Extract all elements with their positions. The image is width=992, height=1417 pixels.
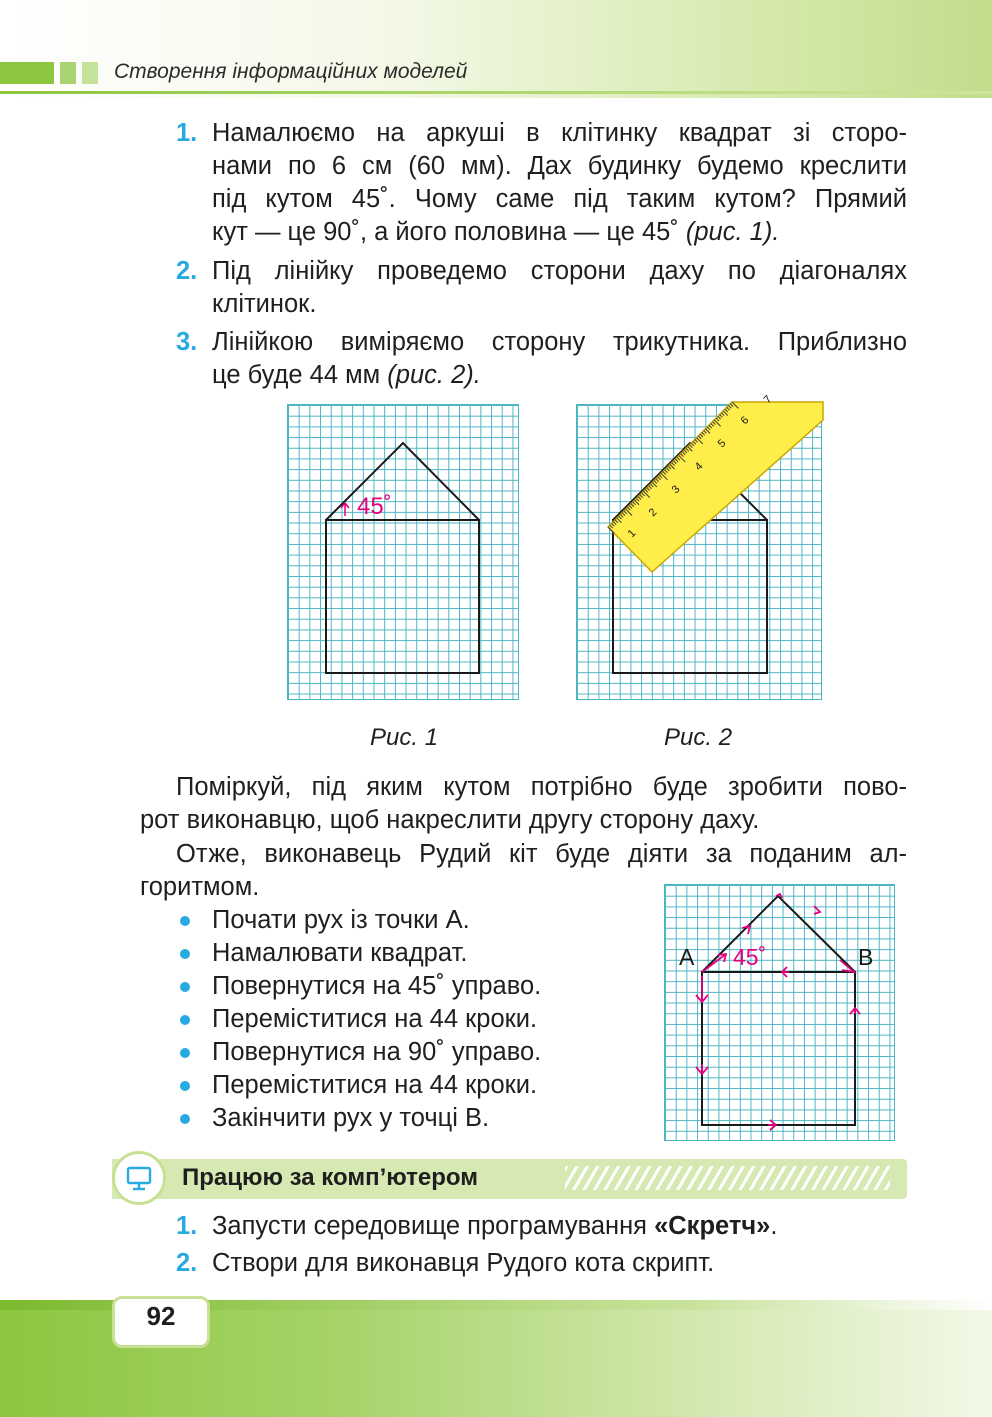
list-item: Повернутися на 45˚ управо. (212, 972, 542, 1000)
ruler-tick-label: 1 (625, 527, 639, 541)
list-item: Намалювати квадрат. (212, 939, 468, 967)
path-arrows (696, 894, 860, 1130)
point-a-label: A (679, 944, 695, 970)
figure-reference: (рис. 2). (380, 361, 481, 389)
step-number: 1. (176, 119, 198, 147)
figure-2-house (576, 393, 822, 700)
page-header-title: Створення інформаційних моделей (114, 60, 468, 83)
step-1-line: під кутом 45˚. Чому саме під таким кутом? Прямий (212, 185, 907, 213)
figure-reference: (рис. 1). (678, 218, 780, 246)
ruler-tick-label: 3 (669, 483, 683, 497)
paragraph-line: Отже, виконавець Рудий кіт буде діяти за поданим ал- (176, 840, 907, 868)
program-name: «Скретч» (654, 1212, 771, 1240)
arrow-down-icon (696, 976, 708, 1002)
ruler-body (608, 402, 823, 572)
step-3-line: Лінійкою виміряємо сторону трикутника. Приблизно (212, 328, 907, 356)
figure-1-house (287, 404, 519, 700)
list-item: Закінчити рух у точці В. (212, 1104, 490, 1132)
arrow-right-icon (768, 1120, 776, 1130)
list-item: Повернутися на 90˚ управо. (212, 1038, 542, 1066)
task-tail: . (770, 1212, 778, 1240)
arrow-diag-icon (702, 954, 726, 972)
arrow-up-icon (850, 1008, 860, 1014)
monitor-icon (115, 1154, 163, 1202)
list-item: Переміститися на 44 кроки. (212, 1005, 538, 1033)
bullet (180, 982, 190, 992)
arrow-diag-icon (840, 960, 854, 972)
figure-2-caption: Рис. 2 (664, 724, 733, 751)
arrow-left-icon (782, 967, 789, 977)
task-line: Створи для виконавця Рудого кота скрипт. (212, 1249, 715, 1277)
paragraph-line: Поміркуй, під яким кутом потрібно буде зробити пово- (176, 773, 907, 801)
figure-1-caption: Рис. 1 (370, 724, 439, 751)
task-text: Запусти середовище програмування (212, 1212, 655, 1240)
angle-label: 45˚ (733, 944, 767, 970)
arrow-diag-icon (814, 906, 820, 914)
step-1-line: Намалюємо на аркуші в клітинку квадрат зі сторо- (212, 119, 907, 147)
section-header-hatch (565, 1166, 890, 1190)
step-3-line (212, 359, 907, 392)
header-block (82, 62, 98, 84)
ruler-tick-label: 5 (715, 437, 729, 451)
bullet (180, 1081, 190, 1091)
ruler-tick-label: 4 (692, 460, 706, 474)
figure-3-algorithm-diagram (664, 884, 895, 1141)
list-item: Переміститися на 44 кроки. (212, 1071, 538, 1099)
step-2-line: Під лінійку проведемо сторони даху по діагоналях (212, 257, 907, 285)
ruler-tick-label: 6 (738, 414, 752, 428)
roof-outline (326, 443, 479, 520)
bullet (180, 949, 190, 959)
header-divider (0, 91, 992, 94)
step-number: 3. (176, 328, 198, 356)
step-1-last-text: кут — це 90˚, а його половина — це 45˚ (212, 218, 679, 246)
step-1-line (212, 216, 907, 249)
step-3-last-text: це буде 44 мм (212, 361, 381, 389)
section-title: Працюю за комп’ютером (182, 1164, 479, 1191)
angle-label: 45˚ (357, 493, 392, 520)
step-number: 2. (176, 257, 198, 285)
bullet (180, 1114, 190, 1124)
bullet (180, 916, 190, 926)
square-outline (702, 972, 855, 1125)
header-block (0, 62, 54, 84)
square-outline (326, 520, 479, 673)
bullet (180, 1015, 190, 1025)
bullet (180, 1048, 190, 1058)
list-item: Почати рух із точки А. (212, 906, 470, 934)
ruler-tick-label: 2 (646, 506, 660, 520)
paragraph-line: горитмом. (140, 873, 260, 901)
page-number: 92 (146, 1301, 176, 1331)
point-b-label: B (858, 944, 874, 970)
task-number: 1. (176, 1212, 198, 1240)
ruler-tick-label: 7 (761, 393, 775, 407)
section-icon-badge (112, 1151, 166, 1205)
header-block (60, 62, 76, 84)
paragraph-line: рот виконавцю, щоб накреслити другу сторону даху. (140, 806, 760, 834)
ruler (608, 393, 823, 572)
task-number: 2. (176, 1249, 198, 1277)
task-line (212, 1210, 777, 1243)
step-1-line: нами по 6 см (60 мм). Дах будинку будемо креслити (212, 152, 907, 180)
arrow-down-icon (696, 1064, 708, 1074)
step-2-line: клітинок. (212, 290, 317, 318)
